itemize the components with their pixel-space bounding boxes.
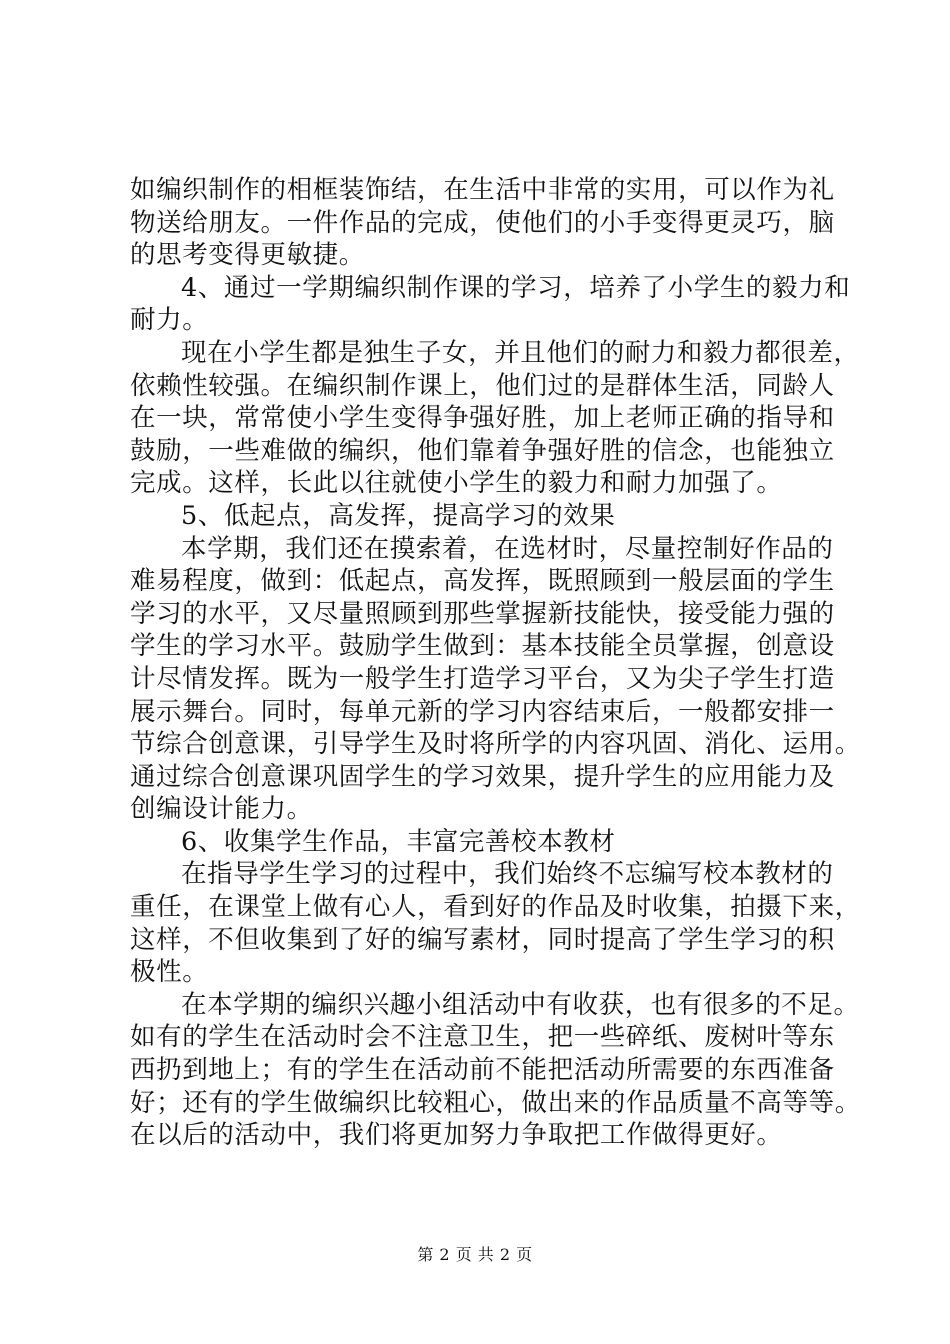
text-line: 通过综合创意课巩固学生的学习效果，提升学生的应用能力及 — [130, 761, 835, 792]
page-number-footer: 第 2 页 共 2 页 — [417, 1245, 533, 1264]
text-line: 难易程度，做到：低起点，高发挥，既照顾到一般层面的学生 — [130, 566, 835, 597]
text-line: 展示舞台。同时，每单元新的学习内容结束后，一般都安排一 — [130, 696, 835, 727]
text-line: 学生的学习水平。鼓励学生做到：基本技能全员掌握，创意设 — [130, 631, 835, 662]
text-line: 极性。 — [130, 957, 209, 988]
section-heading-6: 6、收集学生作品，丰富完善校本教材 — [181, 826, 616, 857]
text-line: 的思考变得更敏捷。 — [130, 240, 365, 271]
text-line: 学习的水平，又尽量照顾到那些掌握新技能快，接受能力强的 — [130, 598, 835, 629]
text-line: 依赖性较强。在编织制作课上，他们过的是群体生活，同龄人 — [130, 370, 835, 401]
text-line: 好；还有的学生做编织比较粗心，做出来的作品质量不高等等。 — [130, 1087, 861, 1118]
text-line: 耐力。 — [130, 305, 209, 336]
text-line: 在一块，常常使小学生变得争强好胜，加上老师正确的指导和 — [130, 403, 835, 434]
text-line: 这样，不但收集到了好的编写素材，同时提高了学生学习的积 — [130, 924, 835, 955]
section-heading-4: 4、通过一学期编织制作课的学习，培养了小学生的毅力和 — [181, 272, 851, 303]
text-line: 完成。这样，长此以往就使小学生的毅力和耐力加强了。 — [130, 468, 783, 499]
text-line: 如编织制作的相框装饰结，在生活中非常的实用，可以作为礼 — [130, 175, 835, 205]
text-line: 现在小学生都是独生子女，并且他们的耐力和毅力都很差， — [181, 337, 860, 368]
text-line: 计尽情发挥。既为一般学生打造学习平台，又为尖子学生打造 — [130, 663, 835, 694]
text-line: 如有的学生在活动时会不注意卫生，把一些碎纸、废树叶等东 — [130, 1022, 835, 1053]
text-line: 在以后的活动中，我们将更加努力争取把工作做得更好。 — [130, 1120, 783, 1151]
text-line: 节综合创意课，引导学生及时将所学的内容巩固、消化、运用。 — [130, 729, 861, 760]
section-heading-5: 5、低起点，高发挥，提高学习的效果 — [181, 500, 616, 531]
document-body — [130, 174, 861, 1152]
text-line: 在本学期的编织兴趣小组活动中有收获，也有很多的不足。 — [181, 989, 860, 1020]
text-line: 鼓励，一些难做的编织，他们靠着争强好胜的信念，也能独立 — [130, 435, 835, 466]
text-line: 物送给朋友。一件作品的完成，使他们的小手变得更灵巧，脑 — [130, 207, 835, 238]
text-line: 在指导学生学习的过程中，我们始终不忘编写校本教材的 — [181, 859, 834, 890]
text-line: 西扔到地上；有的学生在活动前不能把活动所需要的东西准备 — [130, 1055, 835, 1086]
text-line: 重任，在课堂上做有心人，看到好的作品及时收集，拍摄下来， — [130, 892, 861, 923]
text-line: 创编设计能力。 — [130, 794, 313, 825]
text-line: 本学期，我们还在摸索着，在选材时，尽量控制好作品的 — [181, 533, 834, 564]
